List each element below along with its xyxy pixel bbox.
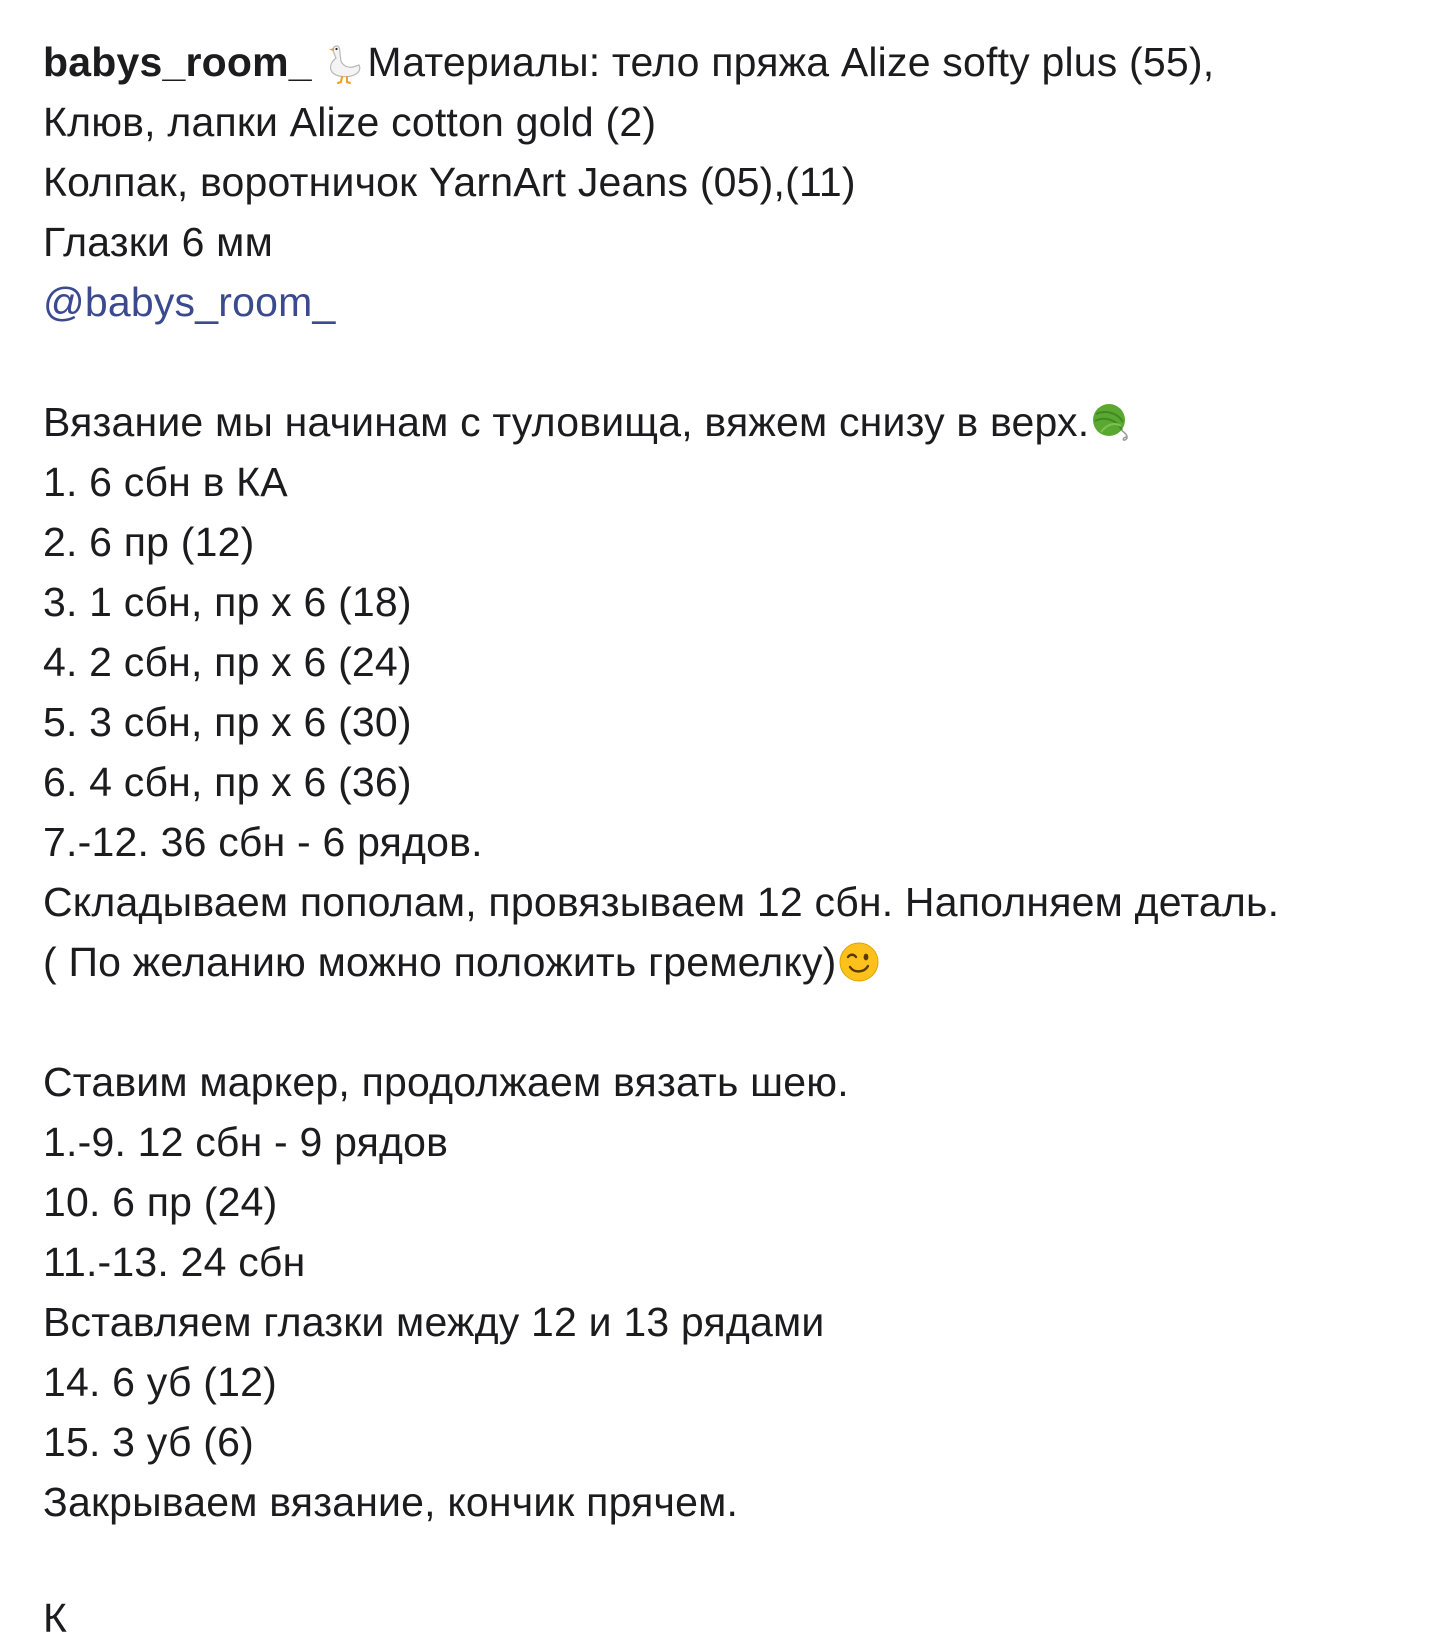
username-link[interactable]: babys_room_ [43, 39, 312, 85]
materials-text-2: Клюв, лапки Alize cotton gold (2) [43, 99, 657, 145]
body-row: 1. 6 сбн в КА [43, 459, 288, 505]
body-row: 5. 3 сбн, пр х 6 (30) [43, 699, 412, 745]
goose-emoji-icon [323, 40, 367, 84]
body-row: Складываем пополам, провязываем 12 сбн. Наполняем деталь. [43, 879, 1280, 925]
cut-off-text: К [43, 1595, 67, 1641]
materials-text-3: Колпак, воротничок YarnArt Jeans (05),(11) [43, 159, 856, 205]
materials-text-1: Материалы: тело пряжа Alize softy plus (55), [367, 39, 1215, 85]
caption-line-body-note [43, 932, 1413, 992]
body-row: 6. 4 сбн, пр х 6 (36) [43, 759, 412, 805]
neck-row: Закрываем вязание, кончик прячем. [43, 1479, 739, 1525]
neck-row: 11.-13. 24 сбн [43, 1239, 306, 1285]
neck-row: 1.-9. 12 сбн - 9 рядов [43, 1119, 449, 1165]
mention-link[interactable]: @babys_room_ [43, 279, 336, 325]
neck-row: 15. 3 уб (6) [43, 1419, 254, 1465]
winking-face-emoji-icon [837, 940, 881, 984]
materials-text-4: Глазки 6 мм [43, 219, 273, 265]
cut-off-line [43, 1588, 67, 1641]
body-row: 7.-12. 36 сбн - 6 рядов. [43, 819, 483, 865]
paragraph-gap [43, 992, 1413, 1052]
body-row: 3. 1 сбн, пр х 6 (18) [43, 579, 412, 625]
body-row: 2. 6 пр (12) [43, 519, 255, 565]
caption-line-mention [43, 272, 1413, 332]
body-row: 4. 2 сбн, пр х 6 (24) [43, 639, 412, 685]
body-intro-text: Вязание мы начинам с туловища, вяжем снизу в верх. [43, 399, 1090, 445]
yarn-ball-emoji-icon [1089, 400, 1133, 444]
neck-intro-text: Ставим маркер, продолжаем вязать шею. [43, 1059, 849, 1105]
neck-row: Вставляем глазки между 12 и 13 рядами [43, 1299, 825, 1345]
neck-row: 14. 6 уб (12) [43, 1359, 277, 1405]
body-note-text: ( По желанию можно положить гремелку) [43, 939, 837, 985]
post-caption [43, 32, 1413, 1532]
caption-line-materials [43, 32, 1413, 92]
caption-line-body-intro [43, 392, 1413, 452]
neck-row: 10. 6 пр (24) [43, 1179, 278, 1225]
paragraph-gap [43, 332, 1413, 392]
